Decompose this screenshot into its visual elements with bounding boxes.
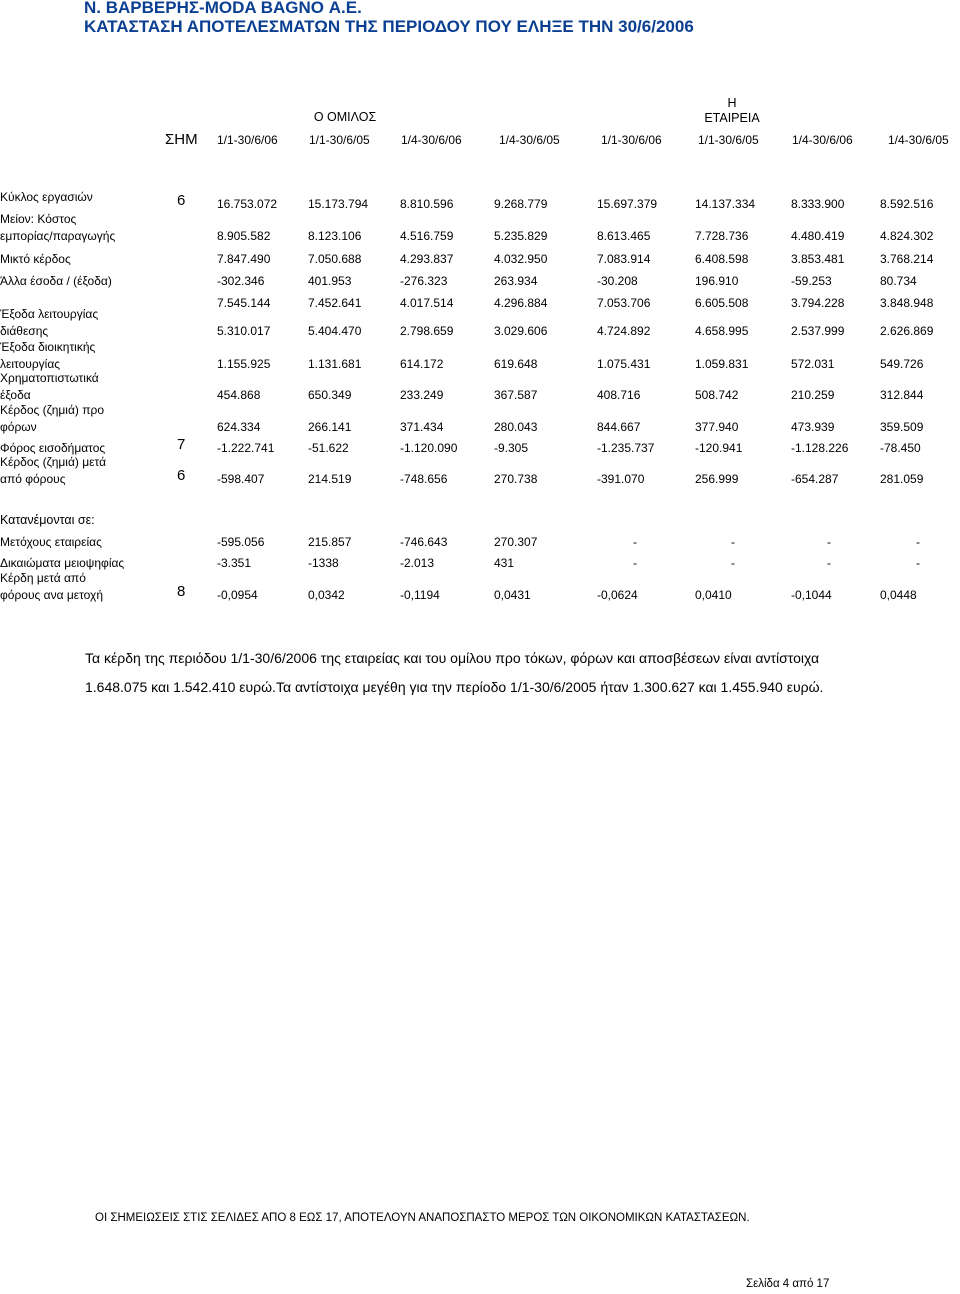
table-cell: -0,0624 [597, 588, 638, 602]
table-cell: 7.050.688 [308, 252, 362, 266]
table-cell: 4.296.884 [494, 296, 548, 310]
table-cell: 6.408.598 [695, 252, 749, 266]
period-header: 1/1-30/6/06 [601, 133, 662, 147]
row-label: Έξοδα διοικητικής [0, 340, 96, 354]
table-cell: 7.452.641 [308, 296, 362, 310]
ebitda-paragraph: Τα κέρδη της περιόδου 1/1-30/6/2006 της εταιρείας και του ομίλου προ τόκων, φόρων και αποσβέσεων είναι αντίστοιχα 1.648.075 και 1.542.410 ευρώ.Τα αντίστοιχα μεγέθη για την περίοδο 1/1-30/6/2005 ήταν 1.300.627 και 1.455.940 ευρώ. [85, 650, 824, 695]
table-cell: 3.029.606 [494, 324, 548, 338]
table-cell: -0,0954 [217, 588, 258, 602]
table-cell: 0,0342 [308, 588, 345, 602]
table-cell: 359.509 [880, 420, 924, 434]
row-label: Δικαιώματα μειοψηφίας [0, 556, 125, 570]
table-cell: 14.137.334 [695, 197, 756, 211]
table-cell: 1.131.681 [308, 357, 362, 371]
row-note-ref: 6 [177, 192, 186, 209]
table-cell: 281.059 [880, 472, 924, 486]
table-cell: 377.940 [695, 420, 739, 434]
row-label: λειτουργίας [0, 357, 61, 371]
table-cell: 619.648 [494, 357, 538, 371]
period-header: 1/4-30/6/05 [888, 133, 949, 147]
table-cell: 7.083.914 [597, 252, 651, 266]
row-label: Χρηματοπιστωτικά [0, 371, 99, 385]
table-cell: 0,0431 [494, 588, 531, 602]
table-cell: -1.120.090 [400, 441, 458, 455]
table-cell: 7.545.144 [217, 296, 271, 310]
table-cell: - [916, 535, 920, 549]
table-cell: 508.742 [695, 388, 739, 402]
table-cell: 572.031 [791, 357, 835, 371]
company-header: ΕΤΑΙΡΕΙΑ [704, 111, 760, 125]
table-cell: 196.910 [695, 274, 739, 288]
table-cell: -30.208 [597, 274, 638, 288]
period-header: 1/1-30/6/06 [217, 133, 278, 147]
table-cell: - [731, 556, 735, 570]
row-label: Κύκλος εργασιών [0, 190, 93, 204]
table-cell: 8.613.465 [597, 229, 651, 243]
table-cell: 15.697.379 [597, 197, 658, 211]
period-header: 1/4-30/6/06 [401, 133, 462, 147]
table-cell: 4.480.419 [791, 229, 845, 243]
table-cell: 4.516.759 [400, 229, 454, 243]
row-label: φόρων [0, 420, 37, 434]
table-cell: 4.724.892 [597, 324, 651, 338]
table-cell: 473.939 [791, 420, 835, 434]
table-cell: 2.798.659 [400, 324, 454, 338]
table-cell: 0,0448 [880, 588, 917, 602]
table-cell: -59.253 [791, 274, 832, 288]
table-cell: -1338 [308, 556, 339, 570]
table-cell: 6.605.508 [695, 296, 749, 310]
table-cell: -654.287 [791, 472, 839, 486]
allocation-heading: Κατανέμονται σε: [0, 513, 95, 527]
table-cell: 4.017.514 [400, 296, 454, 310]
table-cell: -598.407 [217, 472, 265, 486]
table-cell: - [827, 535, 831, 549]
table-cell: 3.794.228 [791, 296, 845, 310]
table-cell: 210.259 [791, 388, 835, 402]
table-cell: 2.537.999 [791, 324, 845, 338]
table-cell: 371.434 [400, 420, 444, 434]
table-cell: 263.934 [494, 274, 538, 288]
table-cell: 15.173.794 [308, 197, 369, 211]
row-note-ref: 8 [177, 583, 186, 600]
statement-title: ΚΑΤΑΣΤΑΣΗ ΑΠΟΤΕΛΕΣΜΑΤΩΝ ΤΗΣ ΠΕΡΙΟΔΟΥ ΠΟΥ ΕΛΗΞΕ ΤΗΝ 30/6/2006 [84, 17, 694, 36]
table-cell: -51.622 [308, 441, 349, 455]
table-cell: -1.128.226 [791, 441, 849, 455]
table-cell: 233.249 [400, 388, 444, 402]
table-cell: 7.847.490 [217, 252, 271, 266]
table-cell: 8.905.582 [217, 229, 271, 243]
row-label: Μετόχους εταιρείας [0, 535, 102, 549]
table-cell: 408.716 [597, 388, 641, 402]
table-cell: 215.857 [308, 535, 352, 549]
table-cell: 4.032.950 [494, 252, 548, 266]
table-cell: 401.953 [308, 274, 352, 288]
table-cell: 3.853.481 [791, 252, 845, 266]
table-cell: 1.155.925 [217, 357, 271, 371]
note-column-header: ΣΗΜ [165, 131, 198, 148]
table-cell: 80.734 [880, 274, 917, 288]
table-cell: -3.351 [217, 556, 252, 570]
table-cell: 8.592.516 [880, 197, 934, 211]
table-cell: -1.235.737 [597, 441, 655, 455]
table-cell: -0,1194 [400, 588, 440, 602]
company-name: Ν. ΒΑΡΒΕΡΗΣ-MODA BAGNO Α.Ε. [84, 0, 362, 17]
period-header: 1/4-30/6/06 [792, 133, 853, 147]
table-cell: 312.844 [880, 388, 924, 402]
table-cell: 7.053.706 [597, 296, 651, 310]
table-cell: 1.059.831 [695, 357, 749, 371]
table-cell: 5.404.470 [308, 324, 362, 338]
table-cell: 16.753.072 [217, 197, 278, 211]
row-label: φόρους ανα μετοχή [0, 588, 104, 602]
table-cell: - [633, 535, 637, 549]
table-cell: 270.738 [494, 472, 538, 486]
table-cell: 2.626.869 [880, 324, 934, 338]
row-label: Κέρδος (ζημιά) προ [0, 403, 105, 417]
table-cell: -1.222.741 [217, 441, 275, 455]
table-cell: 270.307 [494, 535, 538, 549]
table-cell: 549.726 [880, 357, 924, 371]
table-cell: 9.268.779 [494, 197, 548, 211]
table-cell: 256.999 [695, 472, 739, 486]
period-header: 1/1-30/6/05 [698, 133, 759, 147]
table-cell: 3.768.214 [880, 252, 934, 266]
table-cell: -391.070 [597, 472, 645, 486]
row-label: Μείον: Κόστος [0, 212, 77, 226]
table-cell: 614.172 [400, 357, 444, 371]
row-label: Μικτό κέρδος [0, 252, 71, 266]
table-cell: -9.305 [494, 441, 529, 455]
row-label: Άλλα έσοδα / (έξοδα) [0, 274, 112, 288]
table-cell: 1.075.431 [597, 357, 651, 371]
table-cell: 7.728.736 [695, 229, 749, 243]
table-cell: - [916, 556, 920, 570]
table-cell: 266.141 [308, 420, 352, 434]
table-cell: -78.450 [880, 441, 921, 455]
table-cell: 8.123.106 [308, 229, 362, 243]
table-cell: 367.587 [494, 388, 538, 402]
table-cell: -120.941 [695, 441, 743, 455]
row-label: Κέρδη μετά από [0, 571, 86, 585]
row-label: έξοδα [0, 388, 31, 402]
table-cell: -746.643 [400, 535, 448, 549]
table-cell: 280.043 [494, 420, 538, 434]
table-cell: - [827, 556, 831, 570]
table-cell: 4.293.837 [400, 252, 454, 266]
row-label: διάθεσης [0, 324, 49, 338]
table-cell: -2.013 [400, 556, 435, 570]
table-cell: -595.056 [217, 535, 265, 549]
table-cell: 0,0410 [695, 588, 732, 602]
table-cell: - [633, 556, 637, 570]
notes-notice: ΟΙ ΣΗΜΕΙΩΣΕΙΣ ΣΤΙΣ ΣΕΛΙΔΕΣ ΑΠΟ 8 ΕΩΣ 17, ΑΠΟΤΕΛΟΥΝ ΑΝΑΠΟΣΠΑΣΤΟ ΜΕΡΟΣ ΤΩΝ ΟΙΚΟΝΟΜΙΚΩΝ ΚΑΤΑΣΤΑΣΕΩΝ. [95, 1212, 750, 1224]
row-label: εμπορίας/παραγωγής [0, 229, 116, 243]
period-header: 1/1-30/6/05 [309, 133, 370, 147]
table-cell: 214.519 [308, 472, 352, 486]
table-cell: 844.667 [597, 420, 641, 434]
table-cell: 8.810.596 [400, 197, 454, 211]
table-cell: 4.824.302 [880, 229, 934, 243]
table-cell: - [731, 535, 735, 549]
table-cell: 3.848.948 [880, 296, 934, 310]
group-header: Ο ΟΜΙΛΟΣ [313, 110, 377, 124]
table-cell: 4.658.995 [695, 324, 749, 338]
table-cell: 8.333.900 [791, 197, 845, 211]
table-cell: 454.868 [217, 388, 261, 402]
table-cell: 431 [494, 556, 515, 570]
table-cell: -0,1044 [791, 588, 832, 602]
row-label: Φόρος εισοδήματος [0, 441, 106, 455]
table-cell: -748.656 [400, 472, 448, 486]
period-header: 1/4-30/6/05 [499, 133, 560, 147]
table-cell: -302.346 [217, 274, 265, 288]
table-cell: 650.349 [308, 388, 352, 402]
company-header-article: Η [727, 96, 737, 110]
page-number: Σελίδα 4 από 17 [746, 1278, 830, 1290]
row-note-ref: 6 [177, 467, 186, 484]
table-cell: 624.334 [217, 420, 261, 434]
table-cell: -276.323 [400, 274, 448, 288]
table-cell: 5.310.017 [217, 324, 271, 338]
row-note-ref: 7 [177, 436, 186, 453]
row-label: Έξοδα λειτουργίας [0, 307, 99, 321]
row-label: Κέρδος (ζημιά) μετά [0, 455, 107, 469]
row-label: από φόρους [0, 472, 66, 486]
table-cell: 5.235.829 [494, 229, 548, 243]
